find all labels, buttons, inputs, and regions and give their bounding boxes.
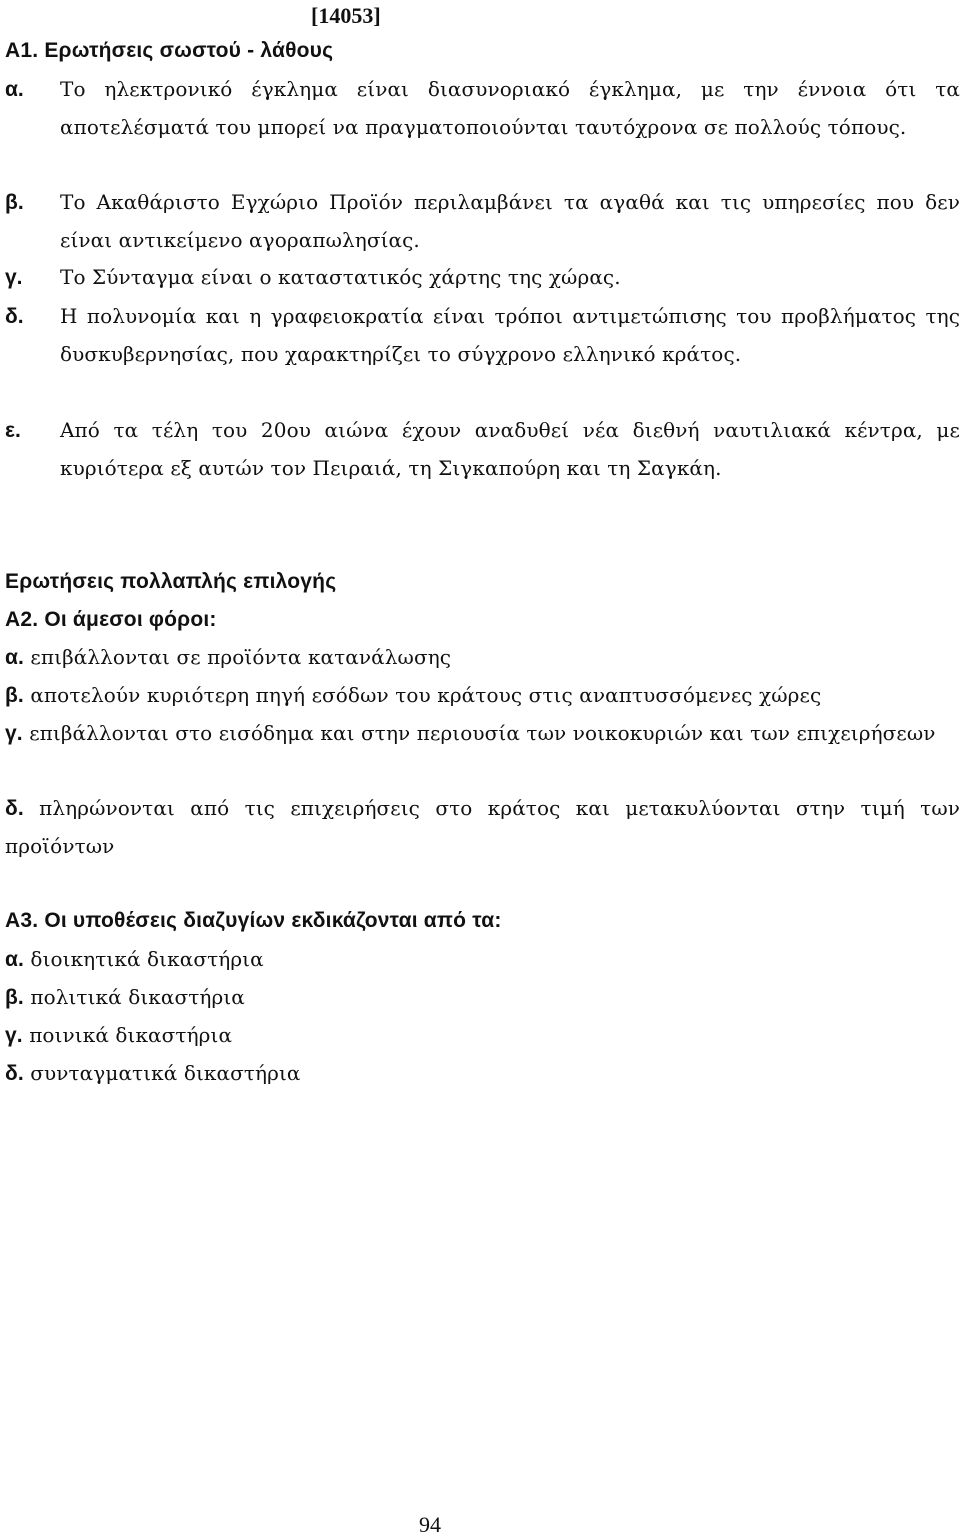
- option-letter: δ.: [5, 797, 24, 820]
- option-letter: α.: [5, 646, 24, 669]
- item-text: Το Ακαθάριστο Εγχώριο Προϊόν περιλαμβάνει τα αγαθά και τις υπηρεσίες που δεν είναι αντικείμενο αγοραπωλησίας.: [60, 190, 960, 252]
- question-a2-heading: Α2. Οι άμεσοι φόροι:: [5, 608, 217, 631]
- document-page: [5, 0, 960, 1539]
- tf-item-b: [5, 184, 960, 259]
- question-a3-option-c: [5, 1017, 960, 1055]
- tf-item-e: [5, 412, 960, 487]
- option-letter: β.: [5, 684, 24, 707]
- option-text: πολιτικά δικαστήρια: [30, 985, 245, 1009]
- option-text: συνταγματικά δικαστήρια: [30, 1061, 301, 1085]
- question-a2-option-d: [5, 790, 960, 865]
- item-letter: δ.: [5, 305, 24, 328]
- option-letter: α.: [5, 948, 24, 971]
- section-a1-heading: Α1. Ερωτήσεις σωστού - λάθους: [5, 39, 334, 62]
- item-text: Το ηλεκτρονικό έγκλημα είναι διασυνοριακό έγκλημα, με την έννοια ότι τα αποτελέσματά του μπορεί να πραγματοποιούνται ταυτόχρονα σε πολλούς τόπους.: [60, 77, 960, 139]
- question-a2-option-b: [5, 677, 960, 715]
- question-a3-option-d: [5, 1055, 960, 1093]
- question-a3-option-a: [5, 941, 960, 979]
- option-letter: γ.: [5, 1024, 23, 1047]
- item-letter: β.: [5, 191, 24, 214]
- tf-item-c: [5, 259, 960, 297]
- option-text: ποινικά δικαστήρια: [29, 1023, 233, 1047]
- question-a3-option-b: [5, 979, 960, 1017]
- item-text: Το Σύνταγμα είναι ο καταστατικός χάρτης της χώρας.: [60, 265, 621, 289]
- item-text: Η πολυνομία και η γραφειοκρατία είναι τρόποι αντιμετώπισης του προβλήματος της δυσκυβερνησίας, που χαρακτηρίζει το σύγχρονο ελληνικό κράτος.: [60, 304, 960, 366]
- question-a2-option-c: [5, 715, 960, 753]
- tf-item-d: [5, 298, 960, 373]
- item-letter: ε.: [5, 419, 21, 442]
- option-letter: γ.: [5, 722, 23, 745]
- option-letter: δ.: [5, 1062, 24, 1085]
- option-text: πληρώνονται από τις επιχειρήσεις στο κράτος και μετακυλύονται στην τιμή των προϊόντων: [5, 796, 960, 858]
- option-text: επιβάλλονται στο εισόδημα και στην περιουσία των νοικοκυριών και των επιχειρήσεων: [29, 721, 936, 745]
- item-letter: α.: [5, 78, 24, 101]
- question-a2-option-a: [5, 639, 960, 677]
- section-mc-heading: Ερωτήσεις πολλαπλής επιλογής: [5, 570, 337, 593]
- question-a3-heading: Α3. Οι υποθέσεις διαζυγίων εκδικάζονται από τα:: [5, 909, 502, 932]
- item-letter: γ.: [5, 266, 23, 289]
- tf-item-a: [5, 71, 960, 146]
- item-text: Από τα τέλη του 20ου αιώνα έχουν αναδυθεί νέα διεθνή ναυτιλιακά κέντρα, με κυριότερα εξ αυτών τον Πειραιά, τη Σιγκαπούρη και τη Σαγκάη.: [60, 418, 960, 480]
- page-number: 94: [419, 1512, 441, 1537]
- document-code: [14053]: [311, 3, 381, 28]
- option-text: διοικητικά δικαστήρια: [30, 947, 264, 971]
- option-text: αποτελούν κυριότερη πηγή εσόδων του κράτους στις αναπτυσσόμενες χώρες: [30, 683, 822, 707]
- option-letter: β.: [5, 986, 24, 1009]
- option-text: επιβάλλονται σε προϊόντα κατανάλωσης: [30, 645, 452, 669]
